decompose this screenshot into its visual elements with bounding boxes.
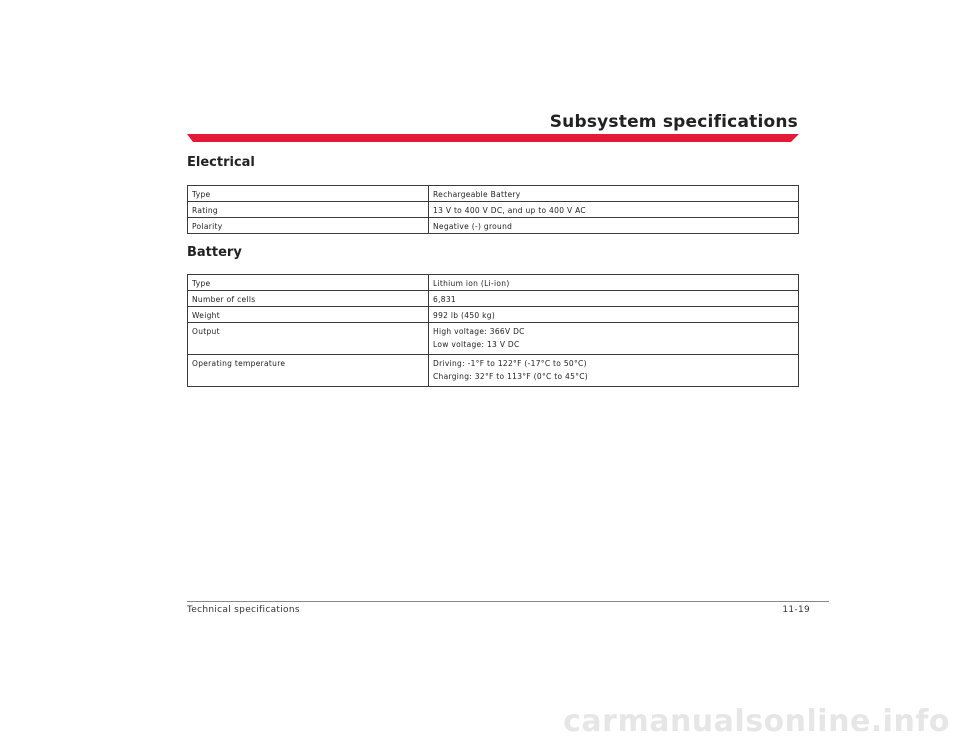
value-line: 992 lb (450 kg) [433,311,496,320]
value-line: 13 V to 400 V DC, and up to 400 V AC [433,206,586,215]
footer-divider [187,601,829,602]
row-value [429,218,799,234]
value-line: 6,831 [433,295,456,304]
value-line: Driving: -1°F to 122°F (-17°C to 50°C) [433,359,587,368]
row-value [429,291,799,307]
row-value [429,307,799,323]
row-value [429,355,799,387]
value-line: Charging: 32°F to 113°F (0°C to 45°C) [433,372,589,381]
row-value [429,186,799,202]
watermark-text: carmanualsonline.info [563,704,950,739]
value-line: Lithium ion (Li-ion) [433,279,510,288]
row-label: Rating [188,202,429,218]
row-label: Type [188,275,429,291]
table-row [188,355,799,387]
row-value [429,275,799,291]
value-line: Negative (-) ground [433,222,513,231]
page-title: Subsystem specifications [549,112,798,132]
row-label: Number of cells [188,291,429,307]
value-line: Rechargeable Battery [433,190,521,199]
row-value [429,202,799,218]
table-row [188,202,799,218]
table-row [188,291,799,307]
row-label: Weight [188,307,429,323]
electrical-heading: Electrical [187,155,255,170]
battery-heading: Battery [187,245,242,260]
electrical-table [187,185,799,234]
table-row [188,307,799,323]
footer-section-title: Technical specifications [187,605,300,615]
row-label: Type [188,186,429,202]
table-row [188,186,799,202]
battery-table [187,274,799,387]
table-row [188,275,799,291]
row-label: Polarity [188,218,429,234]
title-accent-bar [187,134,799,142]
row-label: Operating temperature [188,355,429,387]
value-line: Low voltage: 13 V DC [433,340,520,349]
footer-page-number: 11-19 [782,605,810,615]
row-value [429,323,799,355]
table-row [188,218,799,234]
row-label: Output [188,323,429,355]
accent-bar-shape [187,134,799,142]
table-row [188,323,799,355]
value-line: High voltage: 366V DC [433,327,525,336]
